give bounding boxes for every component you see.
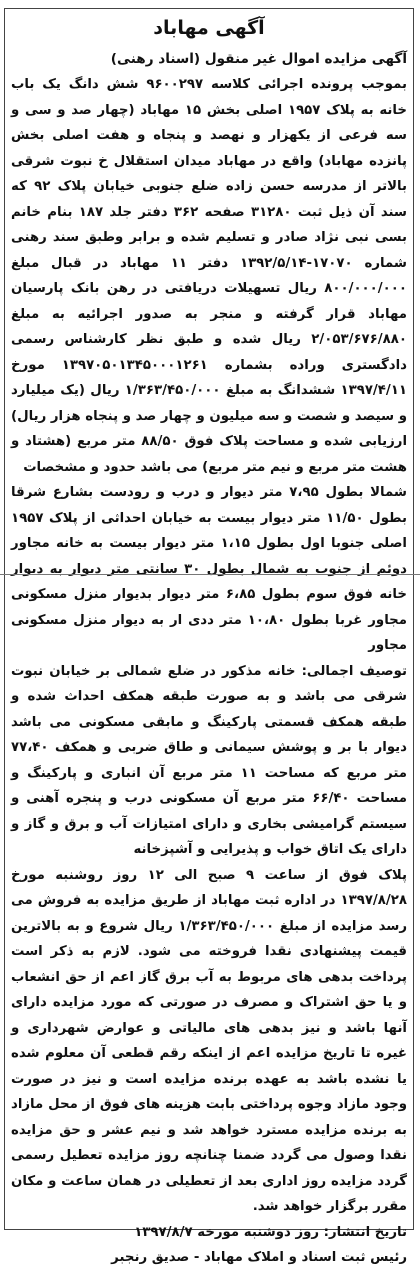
page-fold-line bbox=[0, 574, 420, 575]
notice-subtitle: آگهی مزایده اموال غیر منقول (اسناد رهنی) bbox=[110, 51, 407, 67]
paragraph-boundaries: شمالا بطول ۷،۹۵ متر دیوار و درب و رودست بشارع شرقا بطول ۱۱/۵۰ متر دیوار بیست به خیابان احداثی از پلاک ۱۹۵۷ اصلی جنوبا اول بطول ۱،۱۵ متر دیوار بیست به خانه مجاور دوئم از جنوب به شمال بطول ۳۰ سانتی متر دیوار به دیوار خانه فوق سوم بطول ۶،۸۵ متر دیوار بدیوار منزل مسکونی مجاور غربا بطول ۱۰،۸۰ متر ددی ار به دیوار منزل مسکونی مجاور bbox=[11, 485, 408, 653]
notice-title: آگهی مهاباد bbox=[153, 17, 265, 39]
paragraph-auction-terms: پلاک فوق از ساعت ۹ صبح الی ۱۲ روز روشنبه مورخ ۱۳۹۷/۸/۲۸ در اداره ثبت مهاباد از طریق مزایده به فروش می رسد مزایده از مبلغ ۱/۳۶۳/۴۵۰/۰۰۰ ریال شروع و به بالاترین قیمت پیشنهادی نقدا فروخته می شود. لازم به ذکر است پرداخت بدهی های مربوط به آب برق گاز اعم از حق انشعاب و یا حق اشتراک و مصرف در صورتی که مورد مزایده دارای آنها باشد و نیز بدهی های مالیاتی و عوارض شهرداری و غیره تا تاریخ مزایده اعم از اینکه رقم قطعی آن معلوم شده یا نشده باشد به عهده برنده مزایده است و نیز در صورت وجود مازاد وجوه پرداختی بابت هزینه های فوق از محل مازاد به برنده مزایده مسترد خواهد شد و نیم عشر و حق مزایده نقدا وصول می گردد ضمنا چنانچه روز مزایده تعطیل رسمی گردد مزایده روز اداری بعد از تعطیلی در همان ساعت و مکان مقرر برگزار خواهد شد. bbox=[11, 867, 408, 1214]
publish-date: تاریخ انتشار: روز دوشنبه مورخه ۱۳۹۷/۸/۷ bbox=[134, 1224, 407, 1240]
paragraph-property-details: بموجب پرونده اجرائی کلاسه ۹۶۰۰۲۹۷ شش دانگ یک باب خانه به پلاک ۱۹۵۷ اصلی بخش ۱۵ مهاباد (چهار صد و سی و سه فرعی از یکهزار و نهصد و پنجاه و هفت اصلی بخش پانزده مهاباد) واقع در مهاباد میدان استقلال خ نبوت شرقی بالاتر از مدرسه حسن زاده ضلع جنوبی خیابان پلاک ۹۲ که سند آن ذیل ثبت ۳۱۲۸۰ صفحه ۳۶۲ دفتر جلد ۱۸۷ بنام خانم بسی نبی نژاد صادر و تسلیم شده و برابر وطبق سند رهنی شماره ۱۷۰۷۰-۱۳۹۲/۵/۱۴ دفتر ۱۱ مهاباد در قبال مبلغ ۸۰۰/۰۰۰/۰۰۰ ریال تسهیلات دریافتی در رهن بانک پارسیان مهاباد قرار گرفته و منجر به صدور اجرائیه به مبلغ ۲/۰۵۳/۶۷۶/۸۸۰ ریال شده و طبق نظر کارشناس رسمی دادگستری وراده بشماره ۱۳۹۷۰۵۰۱۳۴۵۰۰۰۱۲۶۱ مورخ ۱۳۹۷/۴/۱۱ ششدانگ به مبلغ ۱/۳۶۳/۴۵۰/۰۰۰ ریال (یک میلیارد و سیصد و شصت و سه میلیون و چهار صد و پنجاه هزار ریال) ارزیابی شده و مساحت پلاک فوق ۸۸/۵۰ متر مربع (هشتاد و هشت متر مربع و نیم متر مربع) می باشد حدود و مشخصات bbox=[11, 77, 408, 475]
auction-notice bbox=[4, 8, 414, 1265]
signature: رئیس ثبت اسناد و املاک مهاباد - صدیق رنجبر bbox=[111, 1249, 407, 1265]
paragraph-description: توصیف اجمالی: خانه مذکور در ضلع شمالی بر خیابان نبوت شرقی می باشد و به صورت طبقه همکف احداث شده و طبقه همکف قسمتی پارکینگ و مابقی مسکونی می باشد دیوار با بر و پوشش سیمانی و طاق ضربی و همکف ۷۷،۴۰ متر مربع که مساحت ۱۱ متر مربع آن انباری و پارکینگ و مساحت ۶۶/۴۰ متر مربع آن مسکونی درب و پنجره آهنی و سیستم گرامیشی بخاری و دارای امتیازات آب و برق و گاز و دارای یک اتاق خواب و پذیرایی و آشپزخانه bbox=[11, 663, 408, 857]
